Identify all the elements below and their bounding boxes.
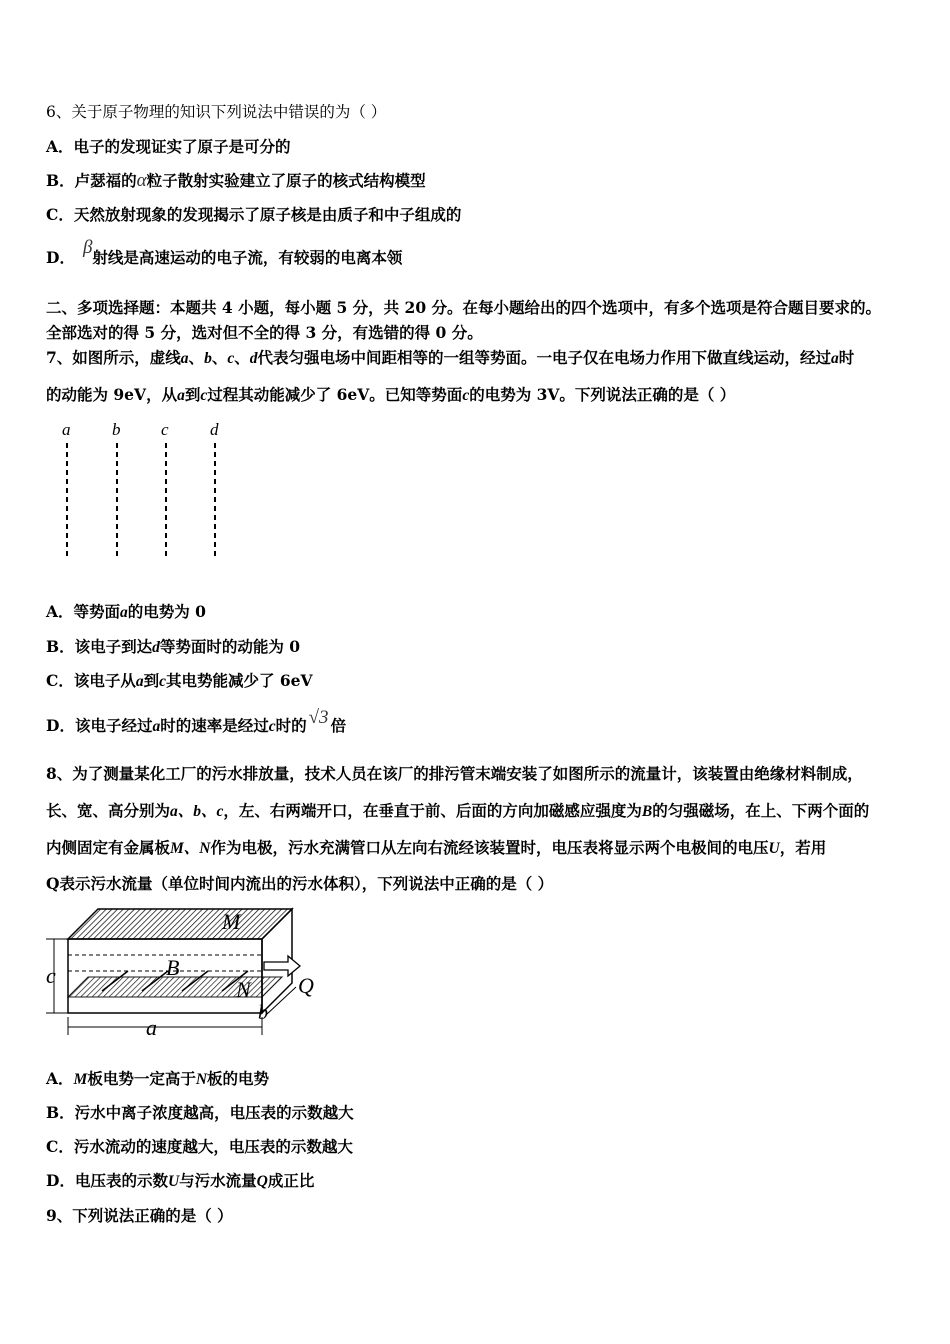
q8-option-d: D．电压表的示数U与污水流量Q成正比 [46, 1171, 315, 1190]
label-n: N [236, 977, 251, 1002]
label-m: M [222, 909, 241, 934]
q8-stem-line2: 长、宽、高分别为a、b、c，左、右两端开口，在垂直于前、后面的方向加磁感应强度为B的匀强磁场，在上、下两个面的 [46, 801, 870, 820]
q7-equipotential-figure [50, 418, 240, 568]
q8-option-b: B．污水中离子浓度越高，电压表的示数越大 [46, 1103, 354, 1122]
beta-symbol: β [82, 237, 93, 258]
q6-option-a: A．电子的发现证实了原子是可分的 [46, 137, 291, 156]
q7-option-c: C．该电子从a到c其电势能减少了 6eV [46, 671, 313, 690]
q8-stem-line4: Q表示污水流量（单位时间内流出的污水体积），下列说法中正确的是（ ） [46, 874, 554, 893]
q9-stem: 9、下列说法正确的是（ ） [46, 1206, 233, 1225]
section2-line1: 二、多项选择题：本题共 4 小题，每小题 5 分，共 20 分。在每小题给出的四个选项中，有多个选项是符合题目要求的。 [46, 298, 882, 317]
label-b: b [258, 1002, 268, 1024]
label-c: c [46, 963, 56, 988]
label-d: d [210, 420, 219, 439]
section2-line2: 全部选对的得 5 分，选对但不全的得 3 分，有选错的得 0 分。 [46, 323, 483, 342]
label-a: a [62, 420, 71, 439]
q6-option-b: B．卢瑟福的α粒子散射实验建立了原子的核式结构模型 [46, 170, 426, 191]
flow-arrow [264, 956, 300, 976]
front-face [68, 939, 262, 1013]
q7-stem-line2: 的动能为 9eV，从a到c过程其动能减少了 6eV。已知等势面c的电势为 3V。下列说法正确的是（ ） [46, 385, 736, 404]
q7-option-b: B．该电子到达d等势面时的动能为 0 [46, 637, 301, 656]
label-b: b [112, 420, 121, 439]
sqrt3-symbol: √3 [308, 707, 329, 728]
q8-option-c: C．污水流动的速度越大，电压表的示数越大 [46, 1137, 353, 1156]
alpha-symbol: α [136, 170, 147, 191]
q6-option-c: C．天然放射现象的发现揭示了原子核是由质子和中子组成的 [46, 205, 462, 224]
top-plate-m [68, 909, 292, 939]
q6-stem: 6、关于原子物理的知识下列说法中错误的为（ ） [46, 103, 387, 121]
q8-flowmeter-figure [42, 905, 332, 1040]
q7-option-d: D．该电子经过a时的速率是经过c时的 √3 倍 [46, 707, 347, 735]
q7-stem-line1: 7、如图所示，虚线a、b、c、d代表匀强电场中间距相等的一组等势面。一电子仅在电场力作用下做直线运动，经过a时 [46, 348, 855, 367]
q8-stem-line3: 内侧固定有金属板M、N作为电极，污水充满管口从左向右流经该装置时，电压表将显示两个电极间的电压U，若用 [46, 838, 827, 857]
b-dimension-line [266, 987, 296, 1015]
label-c: c [161, 420, 169, 439]
q8-option-a: A．M板电势一定高于N板的电势 [46, 1069, 270, 1088]
q8-stem-line1: 8、为了测量某化工厂的污水排放量，技术人员在该厂的排污管末端安装了如图所示的流量计，该装置由绝缘材料制成， [46, 764, 863, 783]
q7-option-a: A．等势面a的电势为 0 [46, 602, 206, 621]
q6-option-d: D． β射线是高速运动的电子流，有较弱的电离本领 [46, 237, 403, 267]
label-a: a [146, 1015, 157, 1040]
label-q: Q [298, 973, 314, 998]
label-b-field: B [166, 955, 180, 980]
